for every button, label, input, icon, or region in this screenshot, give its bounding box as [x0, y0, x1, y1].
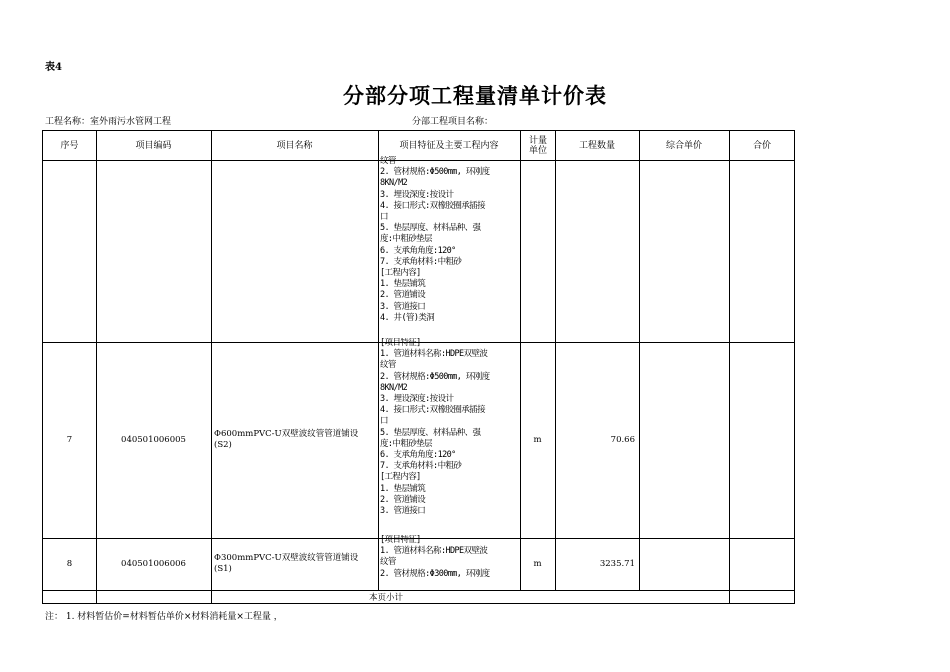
table-row-desc: [项目特征] 1. 管道材料名称:HDPE双壁波 纹管 2. 管材规格:Φ500mm, 环刚度 8KN/M2 3. 埋设深度:按设计 4. 接口形式:双橡胶圈承插接 口 5. 垫层厚度、材料品种、强 度:中粗砂垫层 6. 支承角角度:120° 7. 支承角材料:中粗砂 [工程内容] 1. 垫层铺筑 2. 管道铺设 3. 管道接口 — [380, 338, 490, 517]
header-desc: 项目特征及主要工程内容 — [399, 140, 499, 151]
header-code: 项目编码 — [135, 140, 172, 151]
row-qty: 3235.71 — [599, 559, 635, 569]
row-qty: 70.66 — [610, 435, 635, 445]
page-title: 分部分项工程量清单计价表 — [343, 83, 607, 108]
pricing-table — [42, 130, 795, 604]
row-code: 040501006005 — [121, 435, 186, 445]
table-number: 表4 — [45, 62, 62, 73]
row-name: Φ600mmPVC-U双壁波纹管管道铺设(S2) — [214, 429, 359, 450]
header-total: 合价 — [752, 140, 771, 151]
header-unit: 计量单位 — [528, 135, 547, 156]
header-qty: 工程数量 — [578, 140, 615, 151]
footnote: 注： 1. 材料暂估价=材料暂估单价×材料消耗量×工程量 ， — [45, 612, 283, 622]
row-name: Φ300mmPVC-U双壁波纹管管道铺设(S1) — [214, 553, 359, 574]
row-seq: 8 — [66, 559, 73, 569]
project-name: 工程名称：室外雨污水管网工程 — [45, 117, 172, 127]
row-unit: m — [533, 435, 542, 445]
header-unit-price: 综合单价 — [665, 140, 702, 151]
sub-project-name: 分部工程项目名称： — [412, 117, 494, 127]
table-row-desc: [项目特征] 1. 管道材料名称:HDPE双壁波 纹管 2. 管材规格:Φ300mm, 环刚度 — [380, 535, 490, 579]
header-name: 项目名称 — [276, 140, 313, 151]
row-unit: m — [533, 559, 542, 569]
header-seq: 序号 — [60, 140, 79, 151]
row-seq: 7 — [66, 435, 73, 445]
subtotal-label: 本页小计 — [368, 593, 403, 603]
row-code: 040501006006 — [121, 559, 186, 569]
table-row-desc: 纹管 2. 管材规格:Φ500mm, 环刚度 8KN/M2 3. 埋设深度:按设计 4. 接口形式:双橡胶圈承插接 口 5. 垫层厚度、材料品种、强 度:中粗砂垫层 6. 支承角角度:120° 7. 支承角材料:中粗砂 [工程内容] 1. 垫层铺筑 2. 管道铺设 3. 管道接口 4. 井(管)类洞 — [380, 156, 490, 323]
